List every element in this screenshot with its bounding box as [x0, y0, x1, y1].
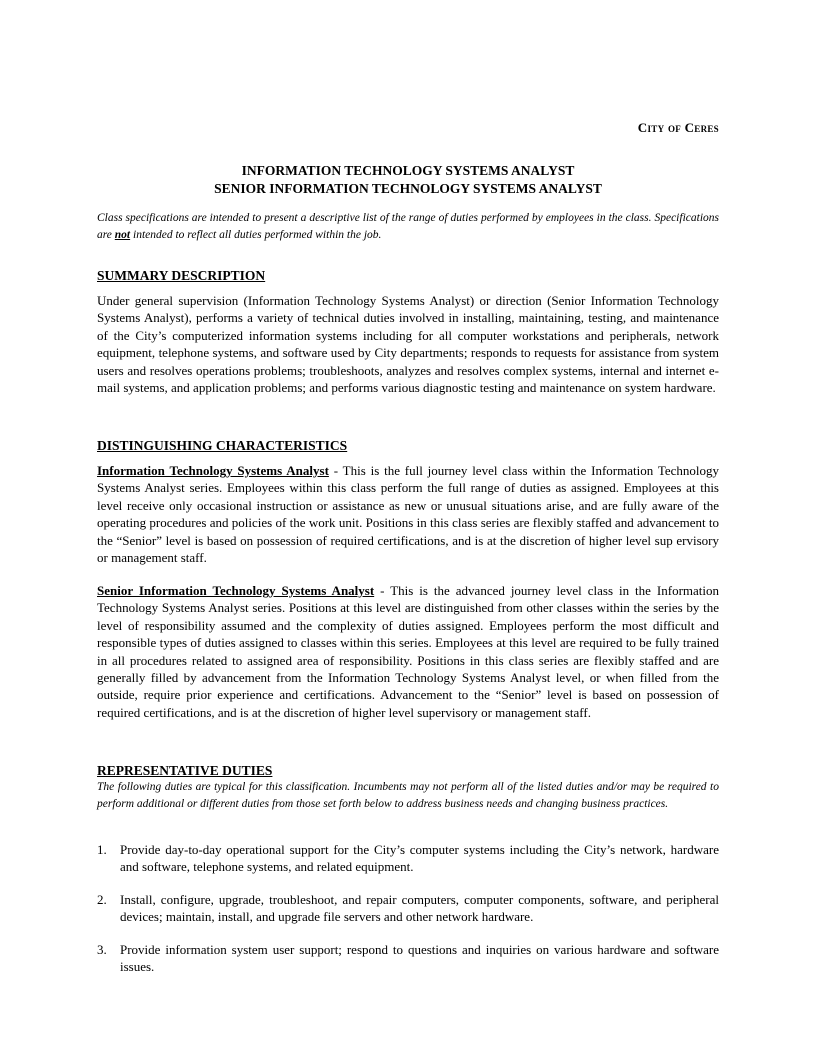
- duties-heading: REPRESENTATIVE DUTIES: [97, 763, 273, 778]
- analyst-text: - This is the full journey level class within the Information Technology Systems Analyst series. Employees within this class perform the full range of duties as assigned. Employees at this level receive only occasional instruction or assistance as new or unusual situations arise, and are fully aware of the operating procedures and policies of the work unit. Positions in this class series are flexibly staffed and advancement to the “Senior” level is based on possession of required certifications, and is at the discretion of higher level sup ervisory or management staff.: [97, 463, 719, 566]
- duty-text: Provide day-to-day operational support for the City’s computer systems including the City’s network, hardware and software, telephone systems, and related equipment.: [120, 842, 719, 875]
- distinguishing-item-analyst: [97, 462, 719, 566]
- analyst-lead: Information Technology Systems Analyst: [97, 463, 329, 478]
- disclaimer-before: Class specifications are intended to present a descriptive list of the range of duties performed by employees in the class. Specifications are: [97, 212, 719, 241]
- duty-item: [97, 941, 719, 976]
- duty-text: Install, configure, upgrade, troubleshoot, and repair computers, computer components, software, and peripheral devices; maintain, install, and upgrade file servers and other network hardware.: [120, 892, 719, 925]
- title-line-2: SENIOR INFORMATION TECHNOLOGY SYSTEMS ANALYST: [214, 181, 602, 196]
- senior-lead: Senior Information Technology Systems Analyst: [97, 583, 375, 598]
- disclaimer-emphasis: not: [114, 229, 131, 241]
- disclaimer-after: intended to reflect all duties performed within the job.: [130, 229, 382, 241]
- summary-text: Under general supervision (Information Technology Systems Analyst) or direction (Senior Information Technology Systems Analyst), performs a variety of technical duties involved in installing, maintaining, testing, and maintenance of the City’s computerized information systems including for all computer workstations and peripherals, network equipment, telephone systems, and software used by City departments; responds to requests for assistance from system users and resolves operations problems; troubleshoots, analyzes and resolves complex systems, internal and internet e-mail systems, and application problems; and performs various diagnostic testing and maintenance on system hardware.: [97, 293, 719, 396]
- title-line-1: INFORMATION TECHNOLOGY SYSTEMS ANALYST: [241, 163, 575, 178]
- organization-name: [638, 120, 719, 136]
- summary-heading: SUMMARY DESCRIPTION: [97, 268, 266, 283]
- job-titles: [0, 162, 816, 198]
- duty-item: [97, 891, 719, 926]
- duty-item: [97, 841, 719, 876]
- disclaimer: [97, 210, 719, 244]
- distinguishing-item-senior: [97, 582, 719, 721]
- duty-number: 3.: [97, 942, 107, 957]
- duty-number: 1.: [97, 842, 107, 857]
- duties-note: The following duties are typical for this classification. Incumbents may not perform all of the listed duties and/or may be required to perform additional or different duties from those set forth below to address business needs and changing business practices.: [97, 781, 719, 810]
- organization-name-text: City of Ceres: [637, 120, 719, 135]
- senior-text: - This is the advanced journey level class in the Information Technology Systems Analyst series. Positions at this level are distinguished from other classes within the series by the level of responsibility assumed and the complexity of duties assigned. Employees perform the most difficult and responsible types of duties assigned to classes within this series. Employees at this level are required to be fully trained in all procedures related to assigned area of responsibility. Positions in this class series are flexibly staffed and are generally filled by advancement from the Information Technology Systems Analyst level, or when filled from the outside, require prior experience and certifications. Advancement to the “Senior” level is based on possession of required certifications, and is at the discretion of higher level supervisory or management staff.: [97, 583, 719, 720]
- distinguishing-heading: DISTINGUISHING CHARACTERISTICS: [97, 438, 348, 453]
- duty-number: 2.: [97, 892, 107, 907]
- duty-text: Provide information system user support; respond to questions and inquiries on various hardware and software issues.: [120, 942, 719, 975]
